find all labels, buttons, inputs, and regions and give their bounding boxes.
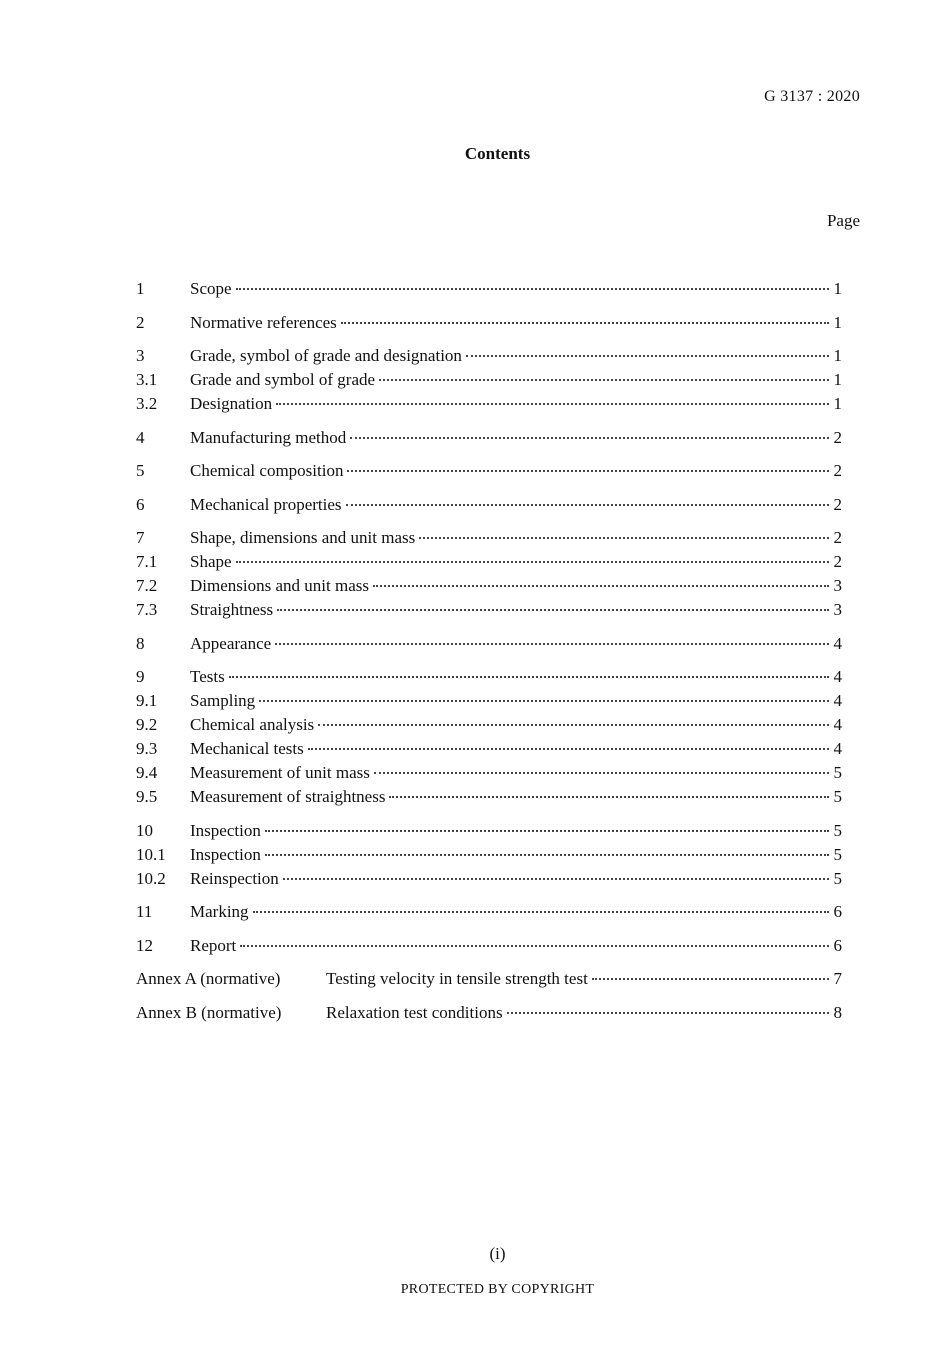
toc-entry[interactable] xyxy=(136,392,842,416)
dot-leader xyxy=(350,437,829,439)
toc-entry[interactable] xyxy=(136,550,842,574)
dot-leader xyxy=(373,585,829,587)
toc-entry-page: 3 xyxy=(833,576,842,595)
dot-leader xyxy=(236,561,829,563)
toc-entry-page: 3 xyxy=(833,600,842,619)
toc-entry-number: 11 xyxy=(136,902,153,921)
toc-entry-number: 9.5 xyxy=(136,787,158,806)
toc-entry[interactable] xyxy=(136,761,842,785)
toc-entry-page: 1 xyxy=(833,312,842,332)
toc-entry-page: 1 xyxy=(833,279,842,298)
toc-entry-title: Manufacturing method xyxy=(190,427,347,447)
toc-entry-title: Chemical composition xyxy=(190,461,344,480)
toc-entry-title: Grade, symbol of grade and designation xyxy=(190,346,462,365)
toc-entry[interactable] xyxy=(136,900,842,924)
dot-leader xyxy=(265,830,829,832)
toc-entry-number: 10.1 xyxy=(136,844,166,864)
toc-entry-title: Appearance xyxy=(190,633,272,653)
toc-entry-number: 2 xyxy=(136,312,145,332)
toc-entry-number: 9.4 xyxy=(136,763,158,782)
dot-leader xyxy=(277,609,829,611)
annex-label: Annex B (normative) xyxy=(136,1002,282,1022)
toc-entry[interactable] xyxy=(136,867,842,891)
toc-entry-number: 9.2 xyxy=(136,715,158,734)
dot-leader xyxy=(275,643,829,645)
dot-leader xyxy=(318,724,829,726)
toc-entry-page: 2 xyxy=(833,461,842,480)
dot-leader xyxy=(374,772,829,774)
toc-entry-number: 7 xyxy=(136,528,145,547)
toc-entry[interactable] xyxy=(136,665,842,689)
toc-entry[interactable] xyxy=(136,311,842,335)
toc-entry[interactable] xyxy=(136,459,842,483)
dot-leader xyxy=(259,700,829,702)
toc-entry-page: 5 xyxy=(833,868,842,888)
toc-entry-number: 7.3 xyxy=(136,600,158,619)
toc-entry-number: 4 xyxy=(136,427,145,447)
document-code: G 3137 : 2020 xyxy=(764,88,860,105)
toc-entry-title: Shape xyxy=(190,552,232,571)
toc-entry-page: 1 xyxy=(833,394,842,413)
toc-entry-title: Mechanical tests xyxy=(190,739,304,758)
toc-entry[interactable] xyxy=(136,344,842,368)
dot-leader xyxy=(507,1012,829,1014)
toc-entry[interactable] xyxy=(136,526,842,550)
toc-entry-page: 1 xyxy=(833,370,842,389)
annex-label: Annex A (normative) xyxy=(136,969,281,988)
dot-leader xyxy=(341,322,829,324)
toc-entry[interactable] xyxy=(136,737,842,761)
dot-leader xyxy=(346,504,829,506)
toc-entry-number: 3.1 xyxy=(136,370,158,389)
dot-leader xyxy=(276,403,829,405)
toc-entry-number: 10.2 xyxy=(136,868,166,888)
dot-leader xyxy=(592,978,829,980)
toc-entry-number: 10 xyxy=(136,820,153,840)
toc-entry-title: Scope xyxy=(190,279,232,298)
toc-entry-title: Chemical analysis xyxy=(190,715,315,734)
toc-entry-page: 1 xyxy=(833,346,842,365)
toc-entry-title: Measurement of straightness xyxy=(190,787,386,806)
toc-entry[interactable] xyxy=(136,598,842,622)
toc-entry-title: Inspection xyxy=(190,844,261,864)
toc-entry-title: Reinspection xyxy=(190,868,279,888)
toc-entry[interactable] xyxy=(136,819,842,843)
dot-leader xyxy=(236,288,829,290)
toc-entry-number: 3 xyxy=(136,346,145,365)
contents-title: Contents xyxy=(464,144,531,163)
toc-entry[interactable] xyxy=(136,368,842,392)
toc-entry-title: Tests xyxy=(190,667,225,686)
page-column-heading: Page xyxy=(826,211,860,230)
toc-entry-page: 6 xyxy=(833,902,842,921)
toc-entry-title: Report xyxy=(190,935,237,955)
toc-entry-number: 3.2 xyxy=(136,394,158,413)
annex-page: 7 xyxy=(833,969,842,988)
toc-entry[interactable] xyxy=(136,574,842,598)
toc-entry-number: 7.1 xyxy=(136,552,158,571)
toc-entry-page: 4 xyxy=(833,715,842,734)
toc-entry-number: 1 xyxy=(136,279,145,298)
toc-entry[interactable] xyxy=(136,785,842,809)
dot-leader xyxy=(419,537,829,539)
toc-entry-title: Sampling xyxy=(190,691,256,710)
toc-entry-page: 2 xyxy=(833,552,842,571)
toc-entry-title: Mechanical properties xyxy=(190,494,342,514)
toc-annex-entry[interactable] xyxy=(136,1001,842,1025)
toc-entry-title: Measurement of unit mass xyxy=(190,763,370,782)
toc-entry-page: 6 xyxy=(833,935,842,955)
dot-leader xyxy=(466,355,829,357)
toc-entry-page: 4 xyxy=(833,739,842,758)
toc-entry-title: Dimensions and unit mass xyxy=(190,576,369,595)
copyright-notice: PROTECTED BY COPYRIGHT xyxy=(400,1282,595,1297)
dot-leader xyxy=(283,878,829,880)
toc-entry-number: 8 xyxy=(136,633,145,653)
table-of-contents xyxy=(136,277,842,1025)
toc-entry-title: Shape, dimensions and unit mass xyxy=(190,528,416,547)
annex-page: 8 xyxy=(833,1002,842,1022)
toc-entry-page: 2 xyxy=(833,494,842,514)
toc-entry[interactable] xyxy=(136,713,842,737)
dot-leader xyxy=(389,796,829,798)
toc-entry-title: Inspection xyxy=(190,820,261,840)
dot-leader xyxy=(253,911,829,913)
toc-entry-number: 12 xyxy=(136,935,153,955)
toc-entry[interactable] xyxy=(136,934,842,958)
toc-entry-number: 6 xyxy=(136,494,145,514)
annex-title: Relaxation test conditions xyxy=(326,1002,503,1022)
toc-entry-title: Designation xyxy=(190,394,273,413)
toc-entry-page: 2 xyxy=(833,427,842,447)
footer-page-number: (i) xyxy=(489,1244,506,1263)
toc-entry-page: 5 xyxy=(833,787,842,806)
toc-entry[interactable] xyxy=(136,689,842,713)
toc-entry[interactable] xyxy=(136,426,842,450)
toc-entry-number: 9.1 xyxy=(136,691,158,710)
dot-leader xyxy=(379,379,829,381)
toc-entry[interactable] xyxy=(136,493,842,517)
toc-entry[interactable] xyxy=(136,277,842,301)
toc-entry[interactable] xyxy=(136,843,842,867)
toc-entry-page: 4 xyxy=(833,691,842,710)
toc-entry-number: 9.3 xyxy=(136,739,158,758)
dot-leader xyxy=(240,945,829,947)
toc-entry-page: 5 xyxy=(833,844,842,864)
toc-entry-title: Marking xyxy=(190,902,249,921)
dot-leader xyxy=(347,470,829,472)
annex-title: Testing velocity in tensile strength test xyxy=(326,969,588,988)
toc-entry-page: 5 xyxy=(833,763,842,782)
dot-leader xyxy=(229,676,829,678)
toc-entry-page: 5 xyxy=(833,820,842,840)
toc-annex-entry[interactable] xyxy=(136,967,842,991)
toc-entry[interactable] xyxy=(136,632,842,656)
toc-entry-number: 9 xyxy=(136,667,145,686)
toc-entry-number: 7.2 xyxy=(136,576,158,595)
toc-entry-page: 2 xyxy=(833,528,842,547)
toc-entry-title: Normative references xyxy=(190,312,337,332)
toc-entry-number: 5 xyxy=(136,461,145,480)
toc-entry-title: Straightness xyxy=(190,600,274,619)
dot-leader xyxy=(265,854,829,856)
toc-entry-page: 4 xyxy=(833,633,842,653)
toc-entry-page: 4 xyxy=(833,667,842,686)
toc-entry-title: Grade and symbol of grade xyxy=(190,370,376,389)
dot-leader xyxy=(308,748,829,750)
